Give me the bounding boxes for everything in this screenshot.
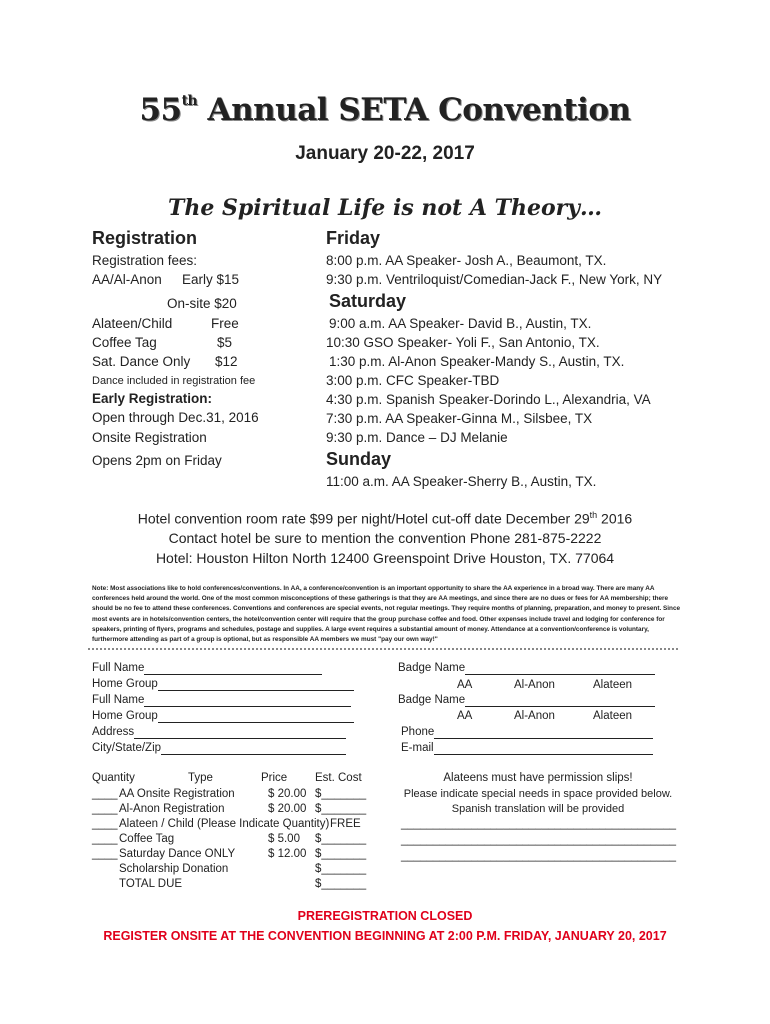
register-onsite-notice: REGISTER ONSITE AT THE CONVENTION BEGINNING AT 2:00 P.M. FRIDAY, JANUARY 20, 2017 [103, 929, 667, 943]
address-field[interactable]: Address [92, 726, 346, 739]
alateen-fee: Free [211, 316, 239, 331]
home-group-field[interactable]: Home Group [92, 710, 354, 723]
aa-alanon-label: AA/Al-Anon [92, 272, 162, 287]
open-through: Open through Dec.31, 2016 [92, 410, 259, 425]
row-cost[interactable]: $_______ [315, 833, 367, 845]
hotel-contact: Contact hotel be sure to mention the convention Phone 281-875-2222 [168, 530, 602, 546]
aa-option[interactable]: AA [457, 679, 473, 691]
col-cost: Est. Cost [315, 772, 362, 784]
aa-option[interactable]: AA [457, 710, 473, 722]
early-registration-heading: Early Registration: [92, 391, 213, 406]
city-state-zip-field[interactable]: City/State/Zip [92, 742, 346, 755]
friday-item: 8:00 p.m. AA Speaker- Josh A., Beaumont, TX. [326, 253, 607, 268]
qty-blank[interactable]: ____ [92, 848, 118, 860]
alateen-option[interactable]: Alateen [593, 710, 633, 722]
row-cost[interactable]: $_______ [315, 863, 367, 875]
phone-field[interactable]: Phone [401, 726, 653, 739]
row-price: $ 12.00 [268, 848, 307, 860]
col-price: Price [261, 772, 288, 784]
row-type: Coffee Tag [119, 833, 175, 845]
row-type: Alateen / Child (Please Indicate Quantity) [119, 818, 330, 830]
alanon-option[interactable]: Al-Anon [514, 710, 555, 722]
full-name-field[interactable]: Full Name [92, 694, 351, 707]
row-cost[interactable]: $_______ [315, 803, 367, 815]
alateen-option[interactable]: Alateen [593, 679, 633, 691]
special-needs-line[interactable]: ___________________________________________ [401, 850, 677, 862]
row-price: $ 20.00 [268, 788, 307, 800]
saturday-item: 3:00 p.m. CFC Speaker-TBD [326, 373, 500, 388]
row-type: TOTAL DUE [119, 878, 183, 890]
saturday-item: 9:30 p.m. Dance – DJ Melanie [326, 430, 508, 445]
dance-note: Dance included in registration fee [92, 375, 256, 387]
sunday-item: 11:00 a.m. AA Speaker-Sherry B., Austin, TX. [326, 474, 597, 489]
row-cost[interactable]: $_______ [315, 848, 367, 860]
saturday-item: 7:30 p.m. AA Speaker-Ginna M., Silsbee, TX [326, 411, 593, 426]
dotted-divider [88, 648, 678, 650]
hotel-address: Hotel: Houston Hilton North 12400 Greenspoint Drive Houston, TX. 77064 [155, 550, 615, 566]
note-paragraph: Note: Most associations like to hold conferences/conventions. In AA, a conference/convention is an important opportunity to share the AA experience in a broad way. There are many AA conferences held around the world. One of the most common misconceptions of these gatherings is that they are AA meetings, and since there are no dues or fees for AA membership; there should be no fee to attend these conferences. Conventions and conferences are special events, not regular meetings. They require months of planning, preparation, and money to present. Since most events are in hotels/convention centers, the hotel/convention center will require that the group purchase coffee and food. Other expenses include travel and lodging for conference for speakers, printing of flyers, programs and schedules, postage and supplies. A large event requires a substantial amount of money. Attendance at a convention/conference is voluntary, furthermore attending as part of a group is optional, but as responsible AA members we must "pay our own way!" [92, 585, 681, 644]
coffee-tag-label: Coffee Tag [92, 335, 157, 350]
row-type: AA Onsite Registration [119, 788, 235, 800]
row-cost[interactable]: $_______ [315, 788, 367, 800]
row-type: Scholarship Donation [119, 863, 229, 875]
saturday-heading: Saturday [329, 291, 407, 311]
sunday-heading: Sunday [326, 449, 392, 469]
convention-date: January 20-22, 2017 [295, 143, 475, 164]
page-title: 55th Annual SETA Convention [139, 92, 631, 128]
row-cost: FREE [330, 818, 361, 830]
convention-theme: The Spiritual Life is not A Theory… [167, 195, 602, 221]
row-price: $ 5.00 [268, 833, 300, 845]
badge-name-field[interactable]: Badge Name [398, 694, 655, 707]
saturday-item: 10:30 GSO Speaker- Yoli F., San Antonio, TX. [326, 335, 600, 350]
qty-blank[interactable]: ____ [92, 833, 118, 845]
email-field[interactable]: E-mail [401, 742, 653, 755]
registration-heading: Registration [92, 228, 198, 248]
home-group-field[interactable]: Home Group [92, 678, 354, 691]
row-type: Saturday Dance ONLY [119, 848, 236, 860]
full-name-field[interactable]: Full Name [92, 662, 322, 675]
col-quantity: Quantity [92, 772, 135, 784]
special-needs-line[interactable]: ___________________________________________ [401, 818, 677, 830]
saturday-item: 4:30 p.m. Spanish Speaker-Dorindo L., Alexandria, VA [326, 392, 651, 407]
alateen-label: Alateen/Child [92, 316, 173, 331]
badge-name-field[interactable]: Badge Name [398, 662, 655, 675]
special-needs-note: Please indicate special needs in space provided below. [403, 788, 673, 800]
early-fee: Early $15 [182, 272, 240, 287]
onsite-registration: Onsite Registration [92, 430, 207, 445]
saturday-item: 1:30 p.m. Al-Anon Speaker-Mandy S., Austin, TX. [329, 354, 625, 369]
qty-blank[interactable]: ____ [92, 818, 118, 830]
onsite-fee: On-site $20 [167, 296, 237, 311]
coffee-tag-fee: $5 [217, 335, 233, 350]
row-cost[interactable]: $_______ [315, 878, 367, 890]
hotel-rate: Hotel convention room rate $99 per night/Hotel cut-off date December 29th 2016 [137, 510, 633, 527]
saturday-item: 9:00 a.m. AA Speaker- David B., Austin, TX. [329, 316, 592, 331]
col-type: Type [188, 772, 213, 784]
qty-blank[interactable]: ____ [92, 788, 118, 800]
row-price: $ 20.00 [268, 803, 307, 815]
special-needs-line[interactable]: ___________________________________________ [401, 834, 677, 846]
preregistration-closed: PREREGISTRATION CLOSED [297, 909, 473, 923]
friday-heading: Friday [326, 228, 381, 248]
registration-fees-label: Registration fees: [92, 253, 198, 268]
dance-label: Sat. Dance Only [92, 354, 191, 369]
qty-blank[interactable]: ____ [92, 803, 118, 815]
dance-fee: $12 [215, 354, 238, 369]
spanish-note: Spanish translation will be provided [451, 803, 625, 815]
row-type: Al-Anon Registration [119, 803, 225, 815]
permission-slips-note: Alateens must have permission slips! [443, 772, 633, 784]
friday-item: 9:30 p.m. Ventriloquist/Comedian-Jack F., New York, NY [326, 272, 663, 287]
opens-friday: Opens 2pm on Friday [92, 453, 222, 468]
alanon-option[interactable]: Al-Anon [514, 679, 555, 691]
